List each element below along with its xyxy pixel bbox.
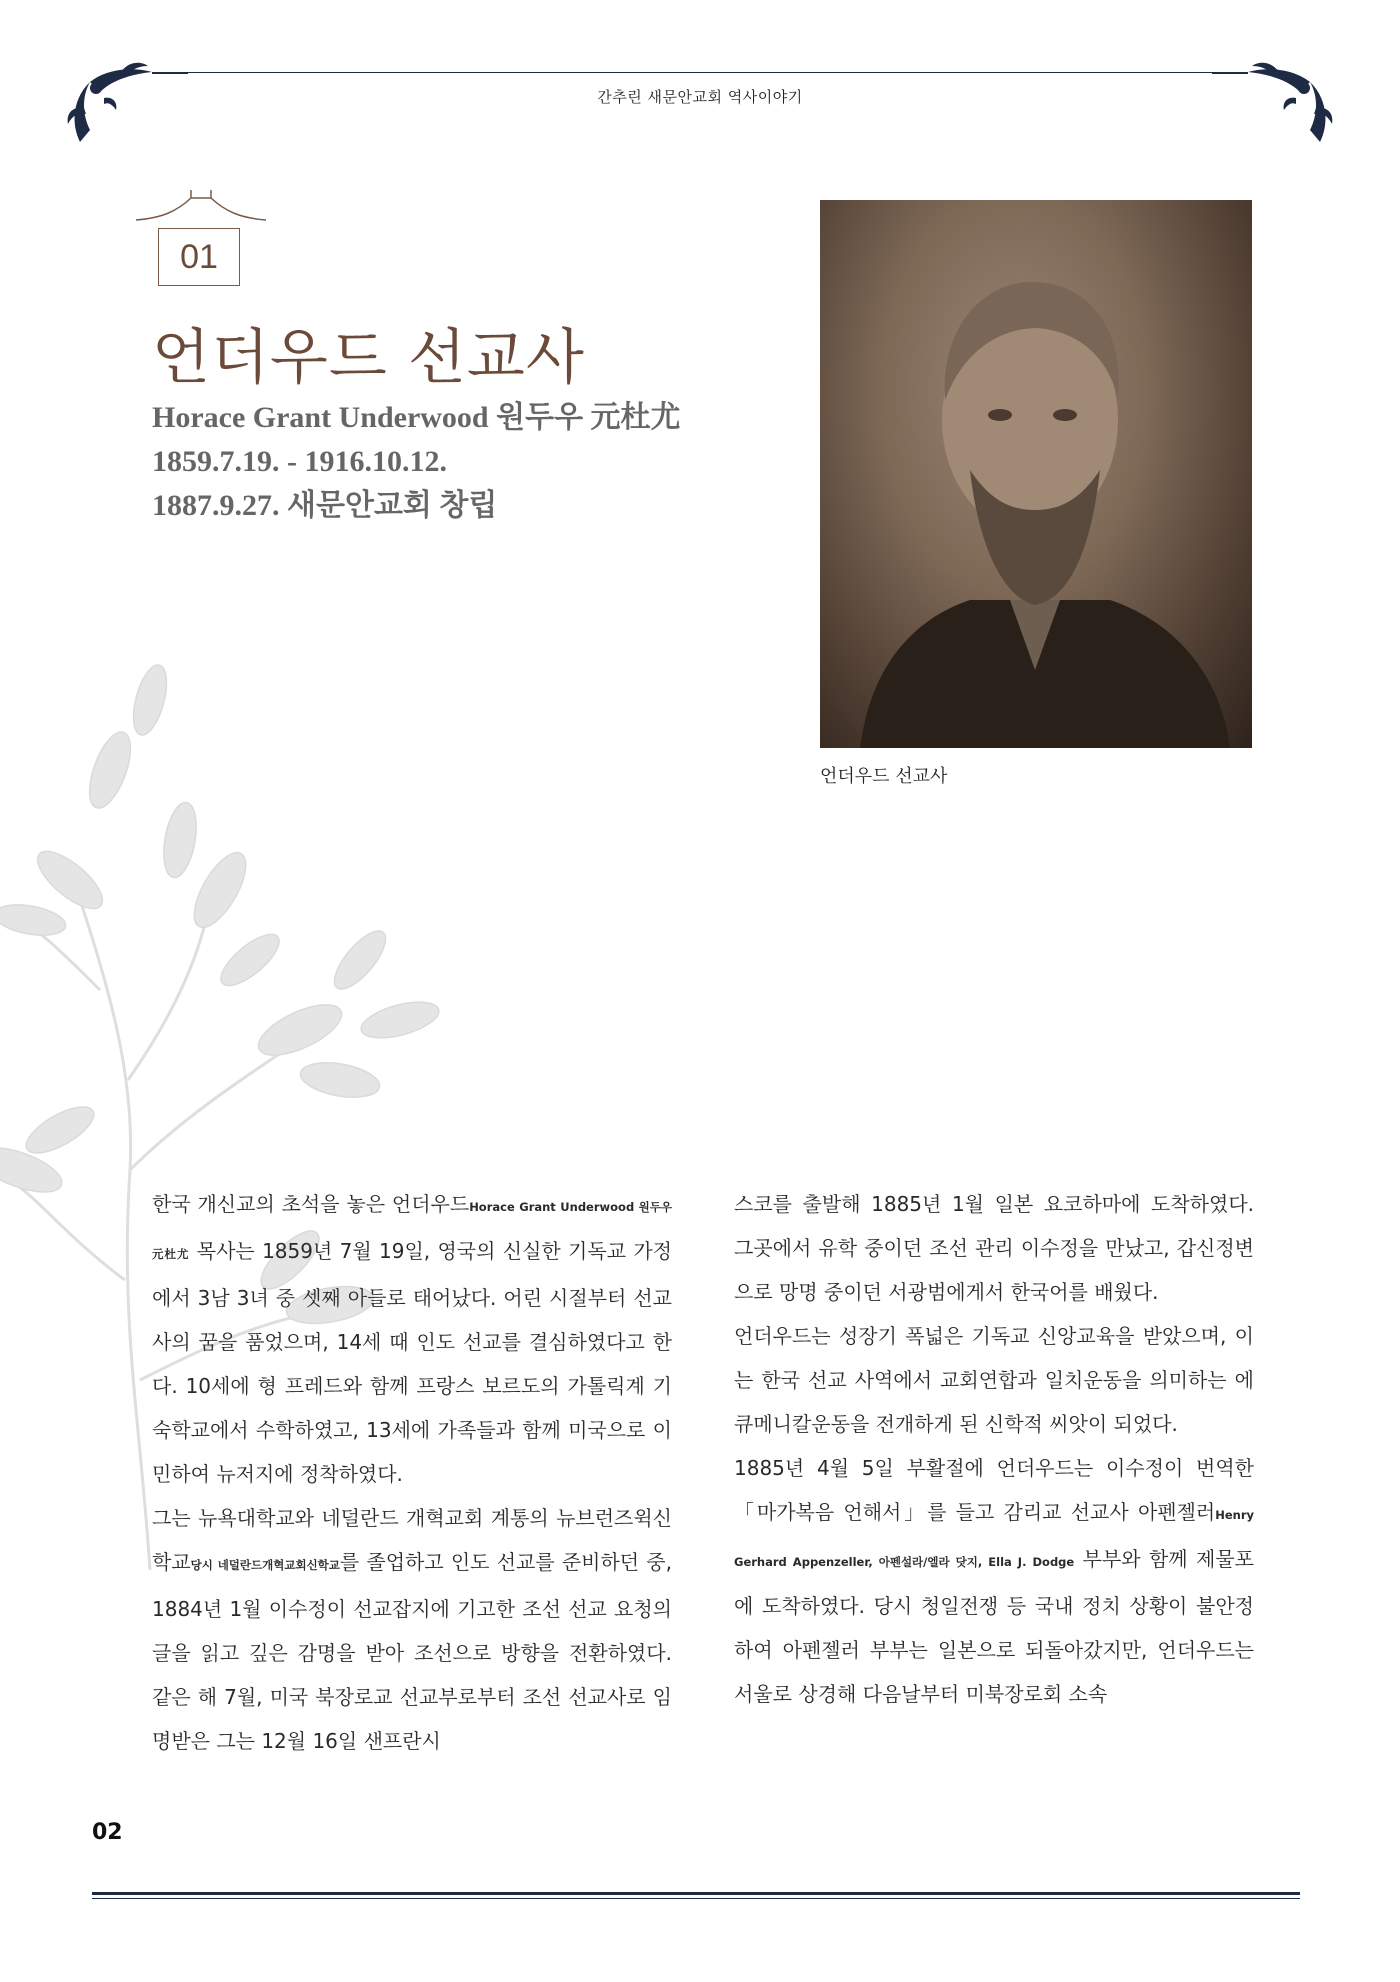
body-column-right: [734, 1182, 1254, 1716]
chapter-title: 언더우드 선교사: [152, 323, 585, 393]
header-rule: [160, 72, 1240, 73]
body-annotation: 당시 네덜란드개혁교회신학교: [190, 1558, 340, 1572]
body-text: 목사는 1859년 7월 19일, 영국의 신실한 기독교 가정에서 3남 3녀 중 셋째 아들로 태어났다. 어린 시절부터 선교사의 꿈을 품었으며, 14세 때 인도 선교를 결심하였다고 한다. 10세에 형 프레드와 함께 프랑스 보르도의 가톨릭계 기숙학교에서 수학하였고, 13세에 가족들과 함께 미국으로 이민하여 뉴저지에 정착하였다.: [152, 1239, 672, 1486]
footer-rule: [92, 1892, 1300, 1895]
body-paragraph: [152, 1182, 672, 1496]
body-column-left: [152, 1182, 672, 1763]
photo-caption: 언더우드 선교사: [820, 766, 948, 787]
portrait-photo: [820, 200, 1252, 748]
footer-rule-thin: [92, 1898, 1300, 1899]
chapter-subtitle: [152, 396, 681, 528]
body-paragraph: 언더우드는 성장기 폭넓은 기독교 신앙교육을 받았으며, 이는 한국 선교 사역에서 교회연합과 일치운동을 의미하는 에큐메니칼운동을 전개하게 된 신학적 씨앗이 되었다.: [734, 1324, 1254, 1436]
body-text: 그는 뉴욕대학교와 네덜란드 개혁교회 계통의 뉴브런즈윅신학교: [152, 1506, 672, 1574]
body-text: 를 졸업하고 인도 선교를 준비하던 중, 1884년 1월 이수정이 선교잡지에 기고한 조선 선교 요청의 글을 읽고 깊은 감명을 받아 조선으로 방향을 전환하였다. 같은 해 7월, 미국 북장로교 선교부로부터 조선 선교사로 임명받은 그는 12월 16일 샌프란시: [152, 1550, 672, 1753]
body-annotation: Henry Gerhard Appenzeller, 아펜설라/엘라 닷지, Ella J. Dodge: [734, 1508, 1254, 1569]
header-title: 간추린 새문안교회 역사이야기: [597, 88, 803, 106]
body-paragraph: 스코를 출발해 1885년 1월 일본 요코하마에 도착하였다. 그곳에서 유학 중이던 조선 관리 이수정을 만났고, 갑신정변으로 망명 중이던 서광범에게서 한국어를 배웠다.: [734, 1192, 1254, 1304]
subtitle-line-founding: 1887.9.27. 새문안교회 창립: [152, 489, 498, 522]
portrait-figure-icon: [820, 200, 1252, 748]
subtitle-line-name: Horace Grant Underwood 원두우 元杜尤: [152, 401, 681, 434]
body-annotation: Horace Grant Underwood 원두우 元杜尤: [152, 1200, 672, 1261]
body-text: 1885년 4월 5일 부활절에 언더우드는 이수정이 번역한 「마가복음 언해서」를 들고 감리교 선교사 아펜젤러: [734, 1456, 1254, 1524]
subtitle-line-dates: 1859.7.19. - 1916.10.12.: [152, 445, 447, 478]
body-text: 부부와 함께 제물포에 도착하였다. 당시 청일전쟁 등 국내 정치 상황이 불안정하여 아펜젤러 부부는 일본으로 되돌아갔지만, 언더우드는 서울로 상경해 다음날부터 미북장로회 소속: [734, 1547, 1254, 1706]
body-paragraph: [734, 1446, 1254, 1716]
body-paragraph: [152, 1496, 672, 1763]
body-text: 한국 개신교의 초석을 놓은 언더우드: [152, 1192, 470, 1216]
chapter-number: 01: [158, 228, 240, 286]
page-number: 02: [92, 1820, 123, 1845]
